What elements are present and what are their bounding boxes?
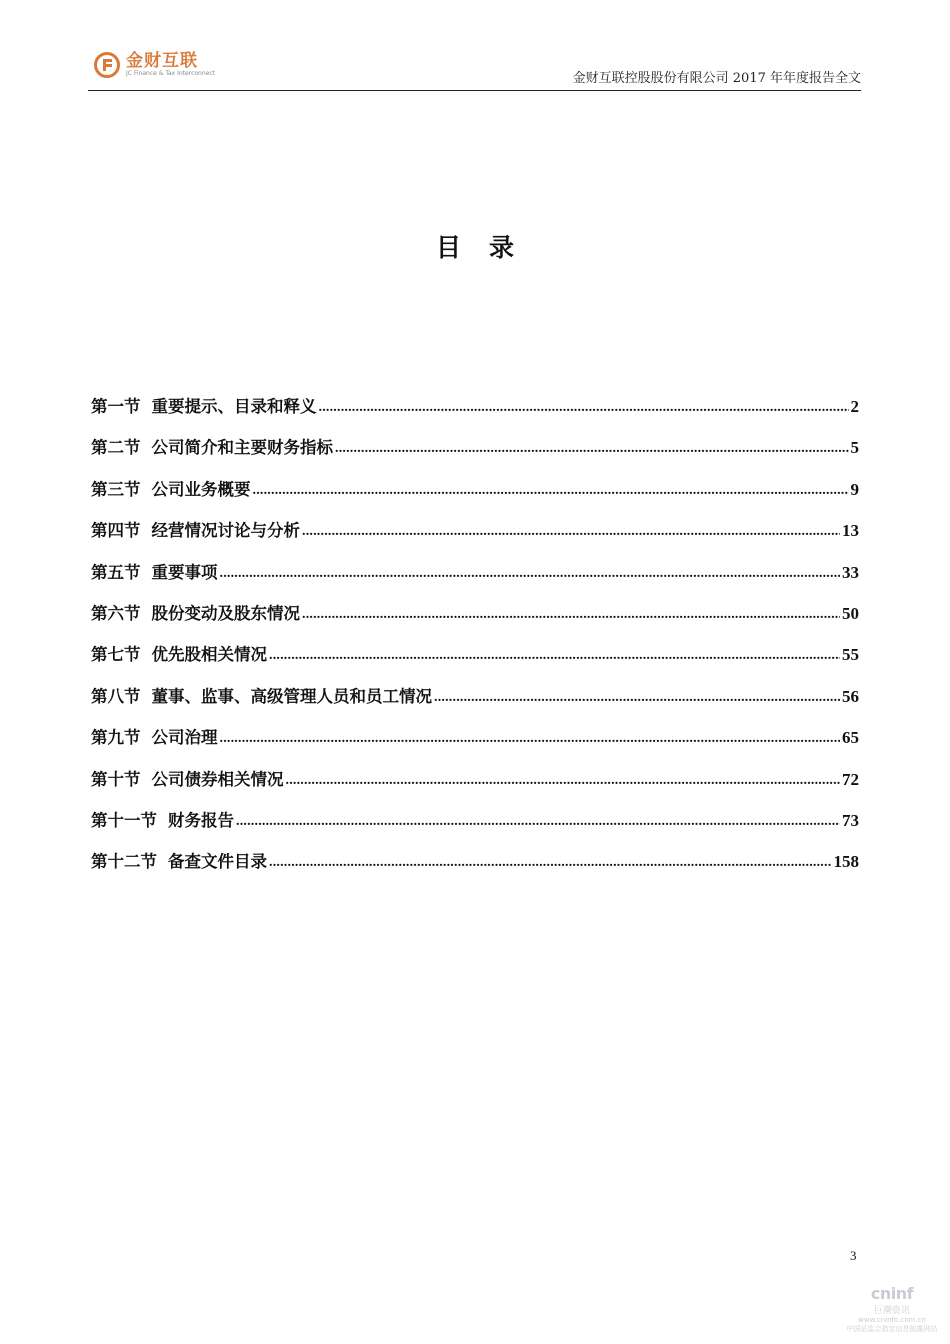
toc-page: 158 [833, 852, 859, 872]
toc-page: 9 [850, 479, 859, 499]
toc-leader [269, 851, 832, 871]
toc-section: 第七节 [91, 645, 141, 665]
toc-section: 第一节 [91, 397, 141, 416]
toc-name: 股份变动及股东情况 [151, 603, 300, 623]
toc-page: 33 [842, 562, 859, 582]
table-of-contents [91, 393, 859, 890]
toc-leader [319, 396, 849, 416]
toc-section: 第六节 [91, 603, 141, 623]
page-number: 3 [850, 1248, 857, 1263]
page-header [88, 48, 861, 91]
toc-section: 第五节 [91, 562, 141, 582]
toc-name: 公司治理 [151, 728, 218, 748]
toc-page: 50 [842, 603, 859, 623]
toc-name: 董事、监事、高级管理人员和员工情况 [151, 686, 432, 706]
toc-name: 财务报告 [168, 810, 234, 830]
toc-name: 经营情况讨论与分析 [151, 521, 300, 541]
toc-leader [269, 644, 840, 664]
toc-section: 第四节 [91, 521, 141, 541]
toc-leader [434, 686, 840, 706]
toc-name: 重要事项 [151, 562, 218, 582]
toc-name: 公司简介和主要财务指标 [151, 438, 333, 458]
report-title: 金财互联控股股份有限公司 2017 年年度报告全文 [572, 71, 861, 86]
toc-entry[interactable] [91, 434, 859, 475]
watermark-logo: cninf [870, 1284, 914, 1303]
toc-name: 重要提示、目录和释义 [151, 397, 317, 416]
logo-cn-text: 金财互联 [126, 51, 198, 71]
watermark-url: www.cninfo.com.cn [858, 1316, 926, 1324]
toc-leader [335, 437, 849, 457]
watermark-sub: 巨潮资讯 [873, 1306, 910, 1316]
company-logo [94, 52, 215, 78]
toc-name: 优先股相关情况 [151, 645, 267, 665]
toc-entry[interactable] [91, 476, 859, 517]
logo-en-text: JC Finance & Tax Interconnect [126, 70, 215, 77]
toc-section: 第三节 [91, 479, 141, 499]
toc-leader [286, 769, 841, 789]
toc-entry[interactable] [91, 848, 859, 889]
toc-page: 73 [842, 810, 859, 830]
toc-page: 2 [850, 397, 859, 416]
toc-leader [220, 562, 841, 582]
toc-entry[interactable] [91, 393, 859, 434]
toc-entry[interactable] [91, 766, 859, 807]
toc-name: 公司业务概要 [151, 479, 251, 499]
toc-name: 公司债券相关情况 [151, 769, 284, 789]
toc-entry[interactable] [91, 600, 859, 641]
toc-leader [236, 810, 840, 830]
toc-section: 第九节 [91, 728, 141, 748]
toc-page: 13 [842, 521, 859, 541]
toc-page: 72 [842, 769, 859, 789]
toc-section: 第二节 [91, 438, 141, 458]
toc-entry[interactable] [91, 683, 859, 724]
toc-section: 第十一节 [91, 810, 157, 830]
toc-leader [302, 603, 840, 623]
toc-section: 第十二节 [91, 852, 157, 872]
toc-entry[interactable] [91, 724, 859, 765]
toc-section: 第八节 [91, 686, 141, 706]
logo-icon [94, 52, 120, 78]
toc-name: 备查文件目录 [168, 852, 267, 872]
watermark [842, 1284, 942, 1334]
toc-leader [302, 520, 840, 540]
toc-leader [253, 479, 849, 499]
toc-page: 55 [842, 645, 859, 665]
toc-leader [220, 727, 841, 747]
toc-page: 5 [850, 438, 859, 458]
toc-page: 56 [842, 686, 859, 706]
toc-section: 第十节 [91, 769, 141, 789]
toc-page: 65 [842, 728, 859, 748]
watermark-line: 中国证监会指定信息披露网站 [846, 1325, 938, 1333]
toc-entry[interactable] [91, 807, 859, 848]
toc-entry[interactable] [91, 517, 859, 558]
toc-entry[interactable] [91, 641, 859, 682]
toc-heading: 目录 [435, 233, 542, 262]
toc-entry[interactable] [91, 559, 859, 600]
